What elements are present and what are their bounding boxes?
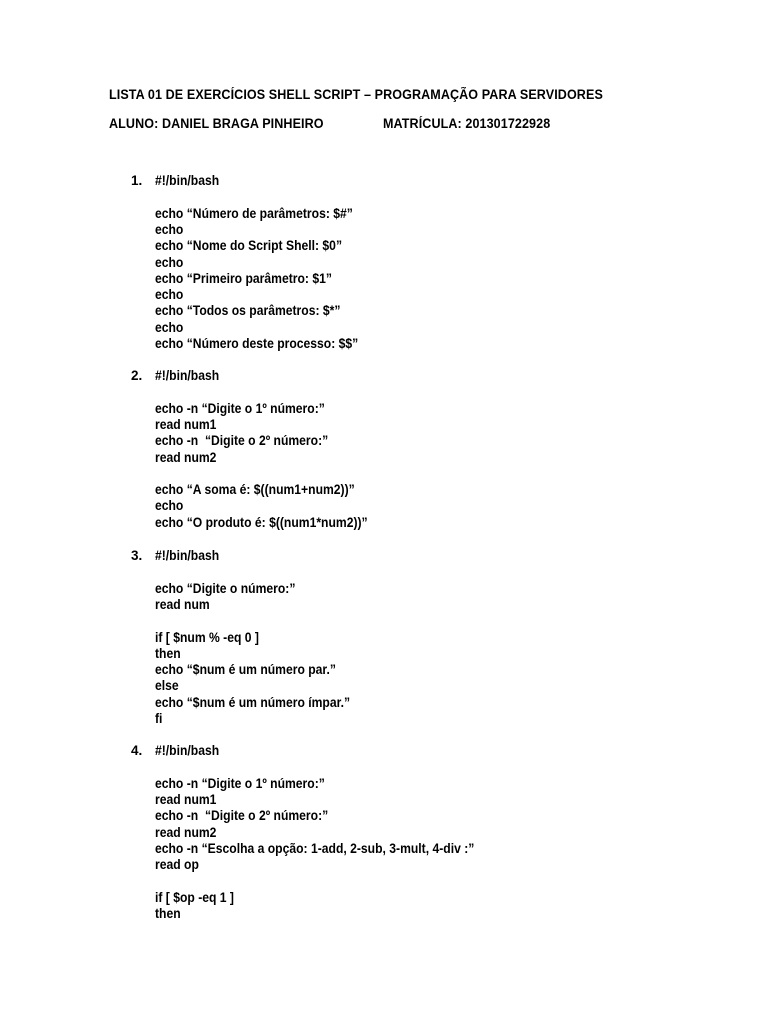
code-line: echo “Primeiro parâmetro: $1” xyxy=(155,270,332,286)
student-name: ALUNO: DANIEL BRAGA PINHEIRO xyxy=(109,116,324,131)
code-line: else xyxy=(155,678,179,694)
code-line: echo xyxy=(155,319,184,335)
code-line: echo xyxy=(155,498,184,514)
code-line: #!/bin/bash xyxy=(155,368,220,383)
code-line: #!/bin/bash xyxy=(155,548,220,563)
exercise-number: 4. xyxy=(131,743,143,758)
code-line: then xyxy=(155,906,181,921)
code-line: echo “$num é um número ímpar.” xyxy=(155,694,351,710)
code-line: echo -n “Escolha a opção: 1-add, 2-sub, 3-mult, 4-div :” xyxy=(155,840,475,856)
code-line: if [ $num % -eq 0 ] xyxy=(155,629,259,645)
code-line: echo xyxy=(155,254,184,270)
code-line: echo -n “Digite o 2º número:” xyxy=(155,808,329,824)
code-line: echo xyxy=(155,287,184,303)
code-line: echo “Número de parâmetros: $#” xyxy=(155,205,353,221)
code-line: echo “A soma é: $((num1+num2))” xyxy=(155,482,355,498)
code-line: echo “$num é um número par.” xyxy=(155,662,336,678)
code-line: echo xyxy=(155,221,184,237)
document-title: LISTA 01 DE EXERCÍCIOS SHELL SCRIPT – PROGRAMAÇÃO PARA SERVIDORES xyxy=(109,87,603,102)
exercise-number: 3. xyxy=(131,548,143,563)
code-line: read num1 xyxy=(155,791,217,807)
code-line: echo “Digite o número:” xyxy=(155,580,296,596)
code-line: echo “Nome do Script Shell: $0” xyxy=(155,238,343,254)
code-line: #!/bin/bash xyxy=(155,743,220,758)
registration-number: MATRÍCULA: 201301722928 xyxy=(383,116,551,131)
code-line: echo “O produto é: $((num1*num2))” xyxy=(155,514,368,530)
code-line: read num xyxy=(155,596,210,612)
code-line: if [ $op -eq 1 ] xyxy=(155,889,234,905)
code-line: then xyxy=(155,645,181,661)
code-line: echo “Todos os parâmetros: $*” xyxy=(155,303,341,319)
code-line: echo -n “Digite o 1º número:” xyxy=(155,775,325,791)
code-line: read num1 xyxy=(155,416,217,432)
code-line: echo -n “Digite o 1º número:” xyxy=(155,400,325,416)
code-line: read num2 xyxy=(155,449,217,465)
code-line: fi xyxy=(155,711,163,726)
code-line: read op xyxy=(155,857,199,873)
code-line: #!/bin/bash xyxy=(155,173,220,188)
code-line: echo -n “Digite o 2º número:” xyxy=(155,433,329,449)
code-line: read num2 xyxy=(155,824,217,840)
code-line: echo “Número deste processo: $$” xyxy=(155,336,359,351)
exercise-number: 1. xyxy=(131,173,143,188)
exercise-number: 2. xyxy=(131,368,143,383)
